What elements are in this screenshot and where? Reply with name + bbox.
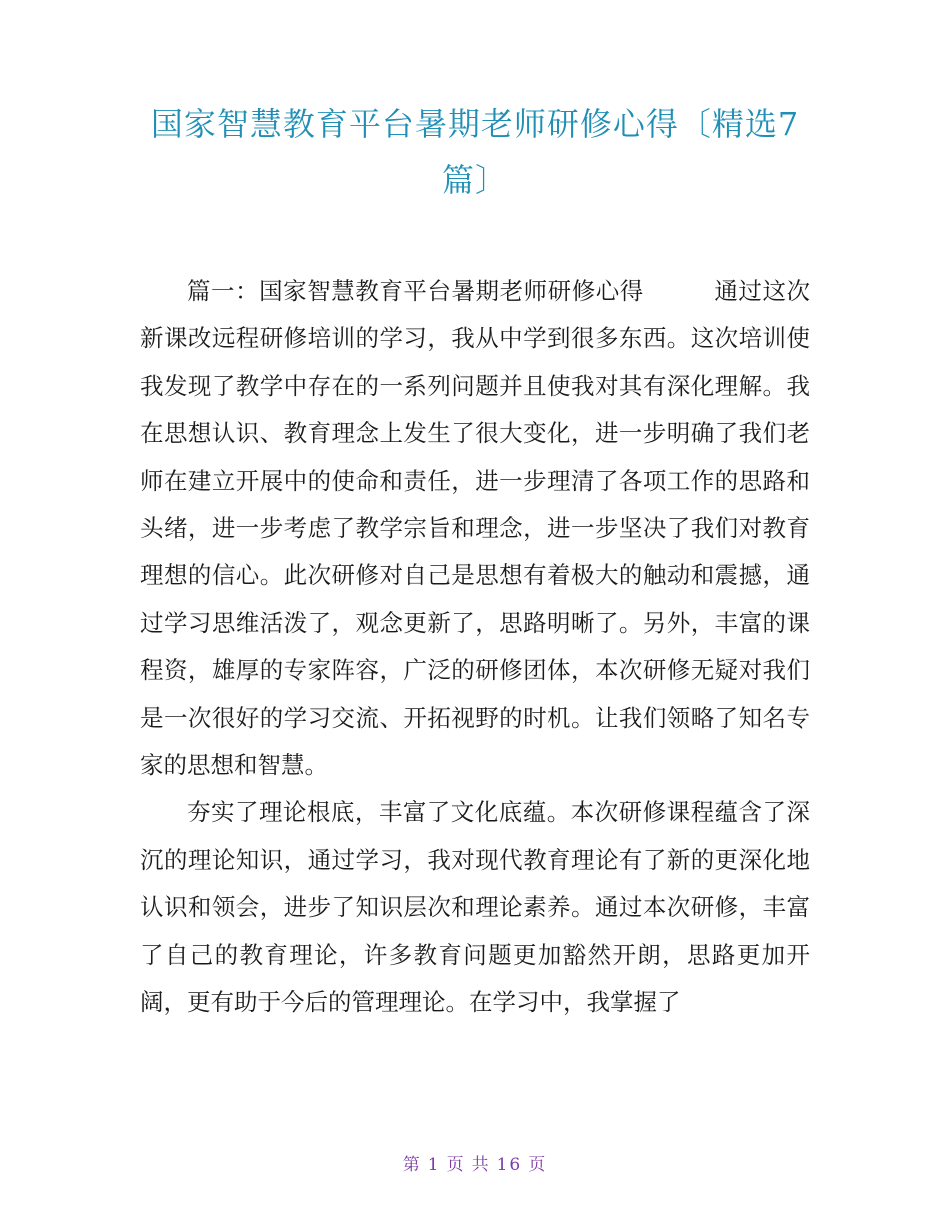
section-heading: 篇一：国家智慧教育平台暑期老师研修心得 xyxy=(187,277,644,305)
paragraph-1 xyxy=(140,268,810,789)
page-footer xyxy=(0,1150,950,1175)
footer-label-ye: 页 xyxy=(446,1155,466,1175)
current-page-number: 1 xyxy=(427,1155,441,1175)
total-pages-number: 16 xyxy=(496,1155,523,1175)
document-title: 国家智慧教育平台暑期老师研修心得〔精选7篇〕 xyxy=(150,105,800,199)
document-body xyxy=(140,268,810,1027)
paragraph-2: 夯实了理论根底，丰富了文化底蕴。本次研修课程蕴含了深沉的理论知识，通过学习，我对现代教育理论有了新的更深化地认识和领会，进步了知识层次和理论素养。通过本次研修，丰富了自己的教育理论，许多教育问题更加豁然开朗，思路更加开阔，更有助于今后的管理理论。在学习中，我掌握了 xyxy=(140,798,810,1017)
paragraph-1-body: 通过这次新课改远程研修培训的学习，我从中学到很多东西。这次培训使我发现了教学中存在的一系列问题并且使我对其有深化理解。我在思想认识、教育理念上发生了很大变化，进一步明确了我们老师在建立开展中的使命和责任，进一步理清了各项工作的思路和头绪，进一步考虑了教学宗旨和理念，进一步坚决了我们对教育理想的信心。此次研修对自己是思想有着极大的触动和震撼，通过学习思维活泼了，观念更新了，思路明晰了。另外，丰富的课程资，雄厚的专家阵容，广泛的研修团体，本次研修无疑对我们是一次很好的学习交流、开拓视野的时机。让我们领略了知名专家的思想和智慧。 xyxy=(140,277,811,780)
footer-label-di: 第 xyxy=(402,1155,422,1175)
footer-label-ye-2: 页 xyxy=(528,1155,548,1175)
footer-label-gong: 共 xyxy=(471,1155,491,1175)
